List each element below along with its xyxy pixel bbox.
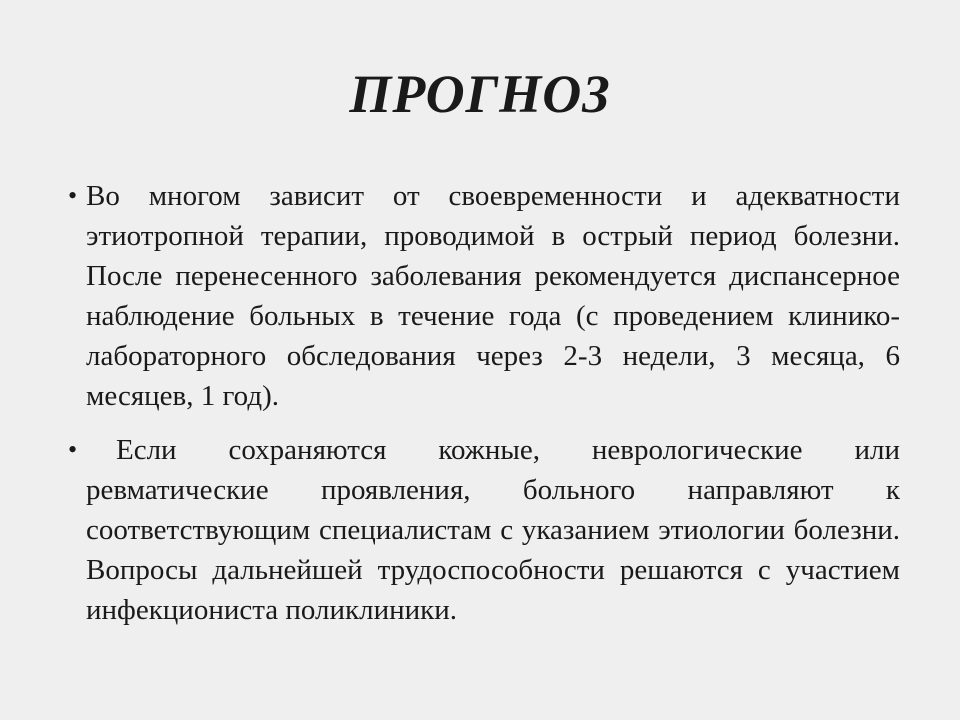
bullet-item xyxy=(68,430,900,630)
slide-title: ПРОГНОЗ xyxy=(349,64,611,124)
bullet-text: Во многом зависит от своевременности и адекватности этиотропной терапии, проводимой в острый период болезни. После перенесенного заболевания рекомендуется диспансерное наблюдение больных в течение года (с проведением клинико-лабораторного обследования через 2-3 недели, 3 месяца, 6 месяцев, 1 год). xyxy=(86,180,900,412)
bullet-icon: • xyxy=(68,181,78,210)
bullet-list xyxy=(68,176,900,630)
bullet-icon: • xyxy=(68,435,78,464)
bullet-item xyxy=(68,176,900,416)
bullet-text xyxy=(86,430,900,630)
bullet-text-content: Если сохраняются кожные, неврологические или ревматические проявления, больного направляют к соответствующим специалистам с указанием этиологии болезни. Вопросы дальнейшей трудоспособности решаются с участием инфекциониста поликлиники. xyxy=(86,434,900,626)
